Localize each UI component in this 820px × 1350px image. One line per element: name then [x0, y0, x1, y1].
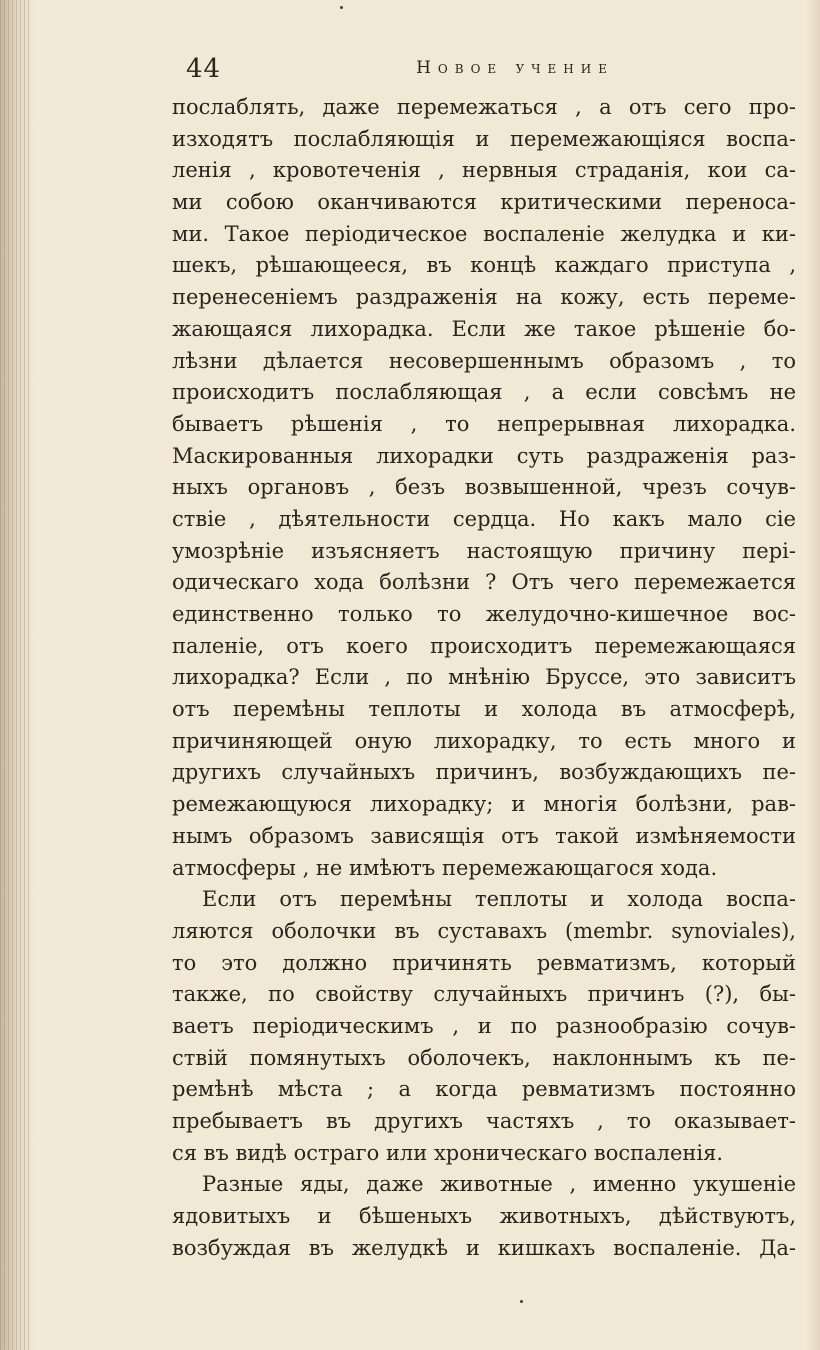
page-number: 44: [186, 54, 222, 84]
text-line: ремѣнѣ мѣста ; а когда ревматизмъ постоянно: [172, 1077, 796, 1102]
print-speck: [520, 1300, 523, 1303]
text-line: ляются оболочки въ суставахъ (membr. synoviales),: [172, 918, 796, 943]
text-line: шекъ, рѣшающееся, въ концѣ каждаго приступа ,: [172, 253, 796, 278]
body-text: [172, 92, 796, 1264]
book-binding-edge: [0, 0, 30, 1350]
text-line: то это должно причинять ревматизмъ, который: [172, 950, 796, 975]
text-line: ядовитыхъ и бѣшеныхъ животныхъ, дѣйствуютъ,: [172, 1204, 796, 1229]
text-line: бываетъ рѣшенія , то непрерывная лихорадка.: [172, 411, 796, 436]
text-line: ствій помянутыхъ оболочекъ, наклоннымъ къ пе-: [172, 1045, 796, 1070]
text-line: паленіе, отъ коего происходитъ перемежающаяся: [172, 633, 796, 658]
text-line: ми собою оканчиваются критическими переноса-: [172, 190, 796, 215]
text-line: атмосферы , не имѣютъ перемежающагося хода.: [172, 855, 718, 880]
text-line: ремежающуюся лихорадку; и многія болѣзни, рав-: [172, 792, 796, 817]
text-line: Маскированныя лихорадки суть раздраженія раз-: [172, 443, 796, 468]
text-line: лѣзни дѣлается несовершеннымъ образомъ , то: [172, 348, 796, 373]
text-line: отъ перемѣны теплоты и холода въ атмосферѣ,: [172, 697, 796, 722]
text-line: другихъ случайныхъ причинъ, возбуждающихъ пе-: [172, 760, 796, 785]
text-line: одическаго хода болѣзни ? Отъ чего перемежается: [172, 570, 796, 595]
text-line: причиняющей оную лихорадку, то есть много и: [172, 728, 796, 753]
text-line: лихорадка? Если , по мнѣнію Бруссе, это зависитъ: [172, 665, 796, 690]
text-line: жающаяся лихорадка. Если же такое рѣшеніе бо-: [172, 316, 796, 341]
print-speck: [340, 6, 343, 9]
text-line: ми. Такое періодическое воспаленіе желудка и ки-: [172, 221, 796, 246]
text-line: ся въ видѣ остраго или хроническаго воспаленія.: [172, 1140, 724, 1165]
paragraph-start-line: Если отъ перемѣны теплоты и холода воспа-: [202, 887, 796, 912]
text-line: также, по свойству случайныхъ причинъ (?), бы-: [172, 982, 796, 1007]
text-line: послаблять, даже перемежаться , а отъ сего про-: [172, 95, 796, 119]
text-line: ныхъ органовъ , безъ возвышенной, чрезъ сочув-: [172, 475, 796, 500]
running-title: Новое учение: [416, 58, 614, 78]
text-line: нымъ образомъ зависящія отъ такой измѣняемости: [172, 823, 796, 848]
text-line: единственно только то желудочно-кишечное вос-: [172, 602, 796, 626]
text-line: умозрѣніе изъясняетъ настоящую причину пері-: [172, 538, 796, 563]
page-header: [186, 54, 614, 88]
text-line: пребываетъ въ другихъ частяхъ , то оказывает-: [172, 1109, 796, 1133]
text-line: ствіе , дѣятельности сердца. Но какъ мало сіе: [172, 506, 796, 531]
text-line: возбуждая въ желудкѣ и кишкахъ воспаленіе. Да-: [172, 1235, 796, 1260]
text-line: ленія , кровотеченія , нервныя страданія, кои са-: [172, 158, 796, 183]
text-line: перенесеніемъ раздраженія на кожу, есть переме-: [172, 285, 796, 310]
text-line: изходятъ послабляющія и перемежающіяся воспа-: [172, 126, 796, 151]
text-line: ваетъ періодическимъ , и по разнообразію сочув-: [172, 1013, 796, 1038]
paragraph-start-line: Разные яды, даже животные , именно укушеніе: [202, 1172, 796, 1197]
text-line: происходитъ послабляющая , а если совсѣмъ не: [172, 380, 796, 405]
